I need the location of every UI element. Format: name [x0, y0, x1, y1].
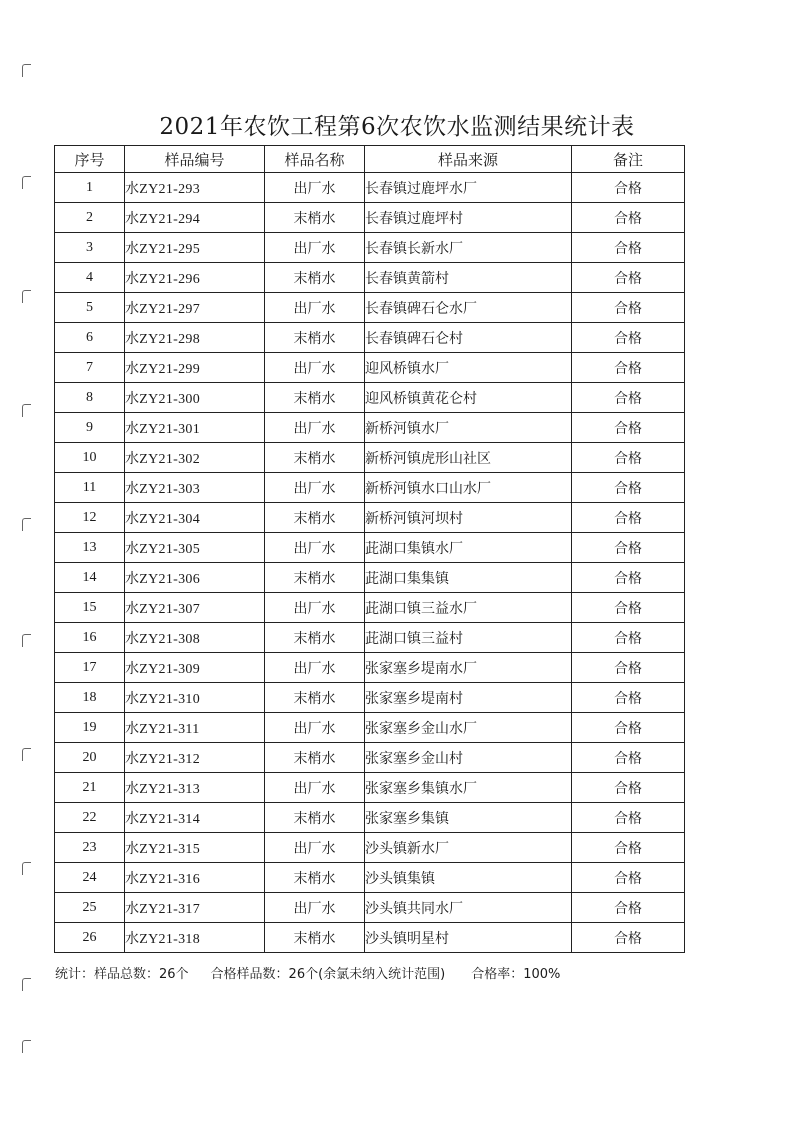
table-row: [55, 263, 685, 293]
punch-hole-mark: [22, 748, 31, 761]
sample-code: 水ZY21-312: [125, 743, 265, 773]
table-header-row: [55, 146, 685, 173]
remark: 合格: [572, 263, 685, 293]
remark: 合格: [572, 923, 685, 953]
sample-code: 水ZY21-306: [125, 563, 265, 593]
sample-code: 水ZY21-296: [125, 263, 265, 293]
row-index: 10: [55, 443, 125, 473]
row-index: 17: [55, 653, 125, 683]
row-index: 9: [55, 413, 125, 443]
summary-rate: 合格率：100%: [471, 967, 561, 982]
remark: 合格: [572, 203, 685, 233]
table-row: [55, 593, 685, 623]
sample-code: 水ZY21-298: [125, 323, 265, 353]
sample-name: 出厂水: [265, 593, 365, 623]
sample-code: 水ZY21-314: [125, 803, 265, 833]
sample-source: 张家塞乡集镇: [365, 803, 572, 833]
row-index: 4: [55, 263, 125, 293]
sample-code: 水ZY21-293: [125, 173, 265, 203]
results-table: [54, 145, 685, 953]
table-row: [55, 413, 685, 443]
table-row: [55, 803, 685, 833]
header-index: 序号: [55, 146, 125, 173]
sample-source: 张家塞乡堤南村: [365, 683, 572, 713]
row-index: 16: [55, 623, 125, 653]
sample-name: 出厂水: [265, 653, 365, 683]
sample-code: 水ZY21-311: [125, 713, 265, 743]
punch-hole-mark: [22, 862, 31, 875]
header-sample-name: 样品名称: [265, 146, 365, 173]
row-index: 3: [55, 233, 125, 263]
sample-code: 水ZY21-304: [125, 503, 265, 533]
punch-hole-mark: [22, 978, 31, 991]
sample-name: 末梢水: [265, 383, 365, 413]
row-index: 26: [55, 923, 125, 953]
remark: 合格: [572, 173, 685, 203]
table-row: [55, 833, 685, 863]
sample-source: 迎风桥镇黄花仑村: [365, 383, 572, 413]
sample-code: 水ZY21-315: [125, 833, 265, 863]
remark: 合格: [572, 533, 685, 563]
remark: 合格: [572, 743, 685, 773]
sample-code: 水ZY21-309: [125, 653, 265, 683]
sample-name: 出厂水: [265, 893, 365, 923]
punch-hole-mark: [22, 176, 31, 189]
sample-code: 水ZY21-299: [125, 353, 265, 383]
sample-name: 出厂水: [265, 173, 365, 203]
row-index: 13: [55, 533, 125, 563]
table-row: [55, 863, 685, 893]
sample-code: 水ZY21-307: [125, 593, 265, 623]
punch-hole-mark: [22, 1040, 31, 1053]
sample-source: 新桥河镇水口山水厂: [365, 473, 572, 503]
sample-code: 水ZY21-302: [125, 443, 265, 473]
remark: 合格: [572, 863, 685, 893]
table-row: [55, 773, 685, 803]
document-title: 2021年农饮工程第6次农饮水监测结果统计表: [159, 114, 635, 140]
remark: 合格: [572, 233, 685, 263]
remark: 合格: [572, 713, 685, 743]
row-index: 18: [55, 683, 125, 713]
remark: 合格: [572, 473, 685, 503]
sample-source: 新桥河镇虎形山社区: [365, 443, 572, 473]
sample-code: 水ZY21-310: [125, 683, 265, 713]
row-index: 19: [55, 713, 125, 743]
sample-source: 张家塞乡集镇水厂: [365, 773, 572, 803]
row-index: 7: [55, 353, 125, 383]
sample-code: 水ZY21-308: [125, 623, 265, 653]
table-row: [55, 233, 685, 263]
row-index: 2: [55, 203, 125, 233]
sample-code: 水ZY21-305: [125, 533, 265, 563]
table-row: [55, 713, 685, 743]
row-index: 6: [55, 323, 125, 353]
row-index: 8: [55, 383, 125, 413]
row-index: 24: [55, 863, 125, 893]
sample-code: 水ZY21-300: [125, 383, 265, 413]
sample-name: 末梢水: [265, 203, 365, 233]
table-row: [55, 383, 685, 413]
sample-name: 出厂水: [265, 353, 365, 383]
table-row: [55, 293, 685, 323]
table-row: [55, 173, 685, 203]
row-index: 5: [55, 293, 125, 323]
remark: 合格: [572, 293, 685, 323]
table-row: [55, 683, 685, 713]
punch-hole-mark: [22, 518, 31, 531]
table-row: [55, 203, 685, 233]
row-index: 12: [55, 503, 125, 533]
sample-code: 水ZY21-295: [125, 233, 265, 263]
header-remarks: 备注: [572, 146, 685, 173]
table-row: [55, 923, 685, 953]
table-row: [55, 503, 685, 533]
row-index: 23: [55, 833, 125, 863]
table-row: [55, 443, 685, 473]
row-index: 20: [55, 743, 125, 773]
header-sample-source: 样品来源: [365, 146, 572, 173]
sample-name: 末梢水: [265, 863, 365, 893]
summary-qualified: 合格样品数：26个(余氯未纳入统计范围): [210, 967, 446, 982]
table-row: [55, 563, 685, 593]
sample-name: 出厂水: [265, 833, 365, 863]
sample-source: 长春镇碑石仑水厂: [365, 293, 572, 323]
sample-name: 出厂水: [265, 233, 365, 263]
remark: 合格: [572, 413, 685, 443]
sample-code: 水ZY21-313: [125, 773, 265, 803]
sample-name: 出厂水: [265, 473, 365, 503]
sample-code: 水ZY21-317: [125, 893, 265, 923]
sample-name: 出厂水: [265, 533, 365, 563]
remark: 合格: [572, 893, 685, 923]
sample-source: 新桥河镇河坝村: [365, 503, 572, 533]
remark: 合格: [572, 383, 685, 413]
statistics-summary: [55, 963, 560, 982]
sample-source: 沙头镇集镇: [365, 863, 572, 893]
sample-source: 长春镇过鹿坪村: [365, 203, 572, 233]
remark: 合格: [572, 683, 685, 713]
sample-code: 水ZY21-294: [125, 203, 265, 233]
table-row: [55, 743, 685, 773]
table-row: [55, 323, 685, 353]
sample-source: 长春镇长新水厂: [365, 233, 572, 263]
row-index: 22: [55, 803, 125, 833]
remark: 合格: [572, 443, 685, 473]
sample-source: 张家塞乡金山水厂: [365, 713, 572, 743]
punch-hole-mark: [22, 404, 31, 417]
sample-name: 出厂水: [265, 293, 365, 323]
row-index: 1: [55, 173, 125, 203]
sample-source: 张家塞乡金山村: [365, 743, 572, 773]
sample-code: 水ZY21-297: [125, 293, 265, 323]
row-index: 21: [55, 773, 125, 803]
sample-name: 出厂水: [265, 713, 365, 743]
sample-source: 迎风桥镇水厂: [365, 353, 572, 383]
sample-name: 末梢水: [265, 743, 365, 773]
row-index: 11: [55, 473, 125, 503]
table-row: [55, 893, 685, 923]
table-row: [55, 623, 685, 653]
row-index: 14: [55, 563, 125, 593]
remark: 合格: [572, 773, 685, 803]
sample-name: 末梢水: [265, 503, 365, 533]
remark: 合格: [572, 593, 685, 623]
sample-name: 末梢水: [265, 683, 365, 713]
remark: 合格: [572, 833, 685, 863]
sample-source: 茈湖口集集镇: [365, 563, 572, 593]
remark: 合格: [572, 503, 685, 533]
remark: 合格: [572, 653, 685, 683]
sample-source: 茈湖口集镇水厂: [365, 533, 572, 563]
remark: 合格: [572, 353, 685, 383]
sample-source: 茈湖口镇三益水厂: [365, 593, 572, 623]
remark: 合格: [572, 563, 685, 593]
sample-name: 末梢水: [265, 803, 365, 833]
remark: 合格: [572, 623, 685, 653]
header-sample-code: 样品编号: [125, 146, 265, 173]
punch-hole-mark: [22, 64, 31, 77]
table-row: [55, 653, 685, 683]
sample-name: 末梢水: [265, 563, 365, 593]
sample-name: 末梢水: [265, 443, 365, 473]
sample-name: 出厂水: [265, 413, 365, 443]
remark: 合格: [572, 323, 685, 353]
sample-source: 长春镇黄箭村: [365, 263, 572, 293]
summary-total: 统计：样品总数：26个: [55, 967, 189, 982]
sample-name: 末梢水: [265, 923, 365, 953]
sample-name: 末梢水: [265, 623, 365, 653]
sample-source: 茈湖口镇三益村: [365, 623, 572, 653]
sample-code: 水ZY21-318: [125, 923, 265, 953]
sample-code: 水ZY21-316: [125, 863, 265, 893]
sample-code: 水ZY21-303: [125, 473, 265, 503]
sample-source: 沙头镇共同水厂: [365, 893, 572, 923]
remark: 合格: [572, 803, 685, 833]
punch-hole-mark: [22, 634, 31, 647]
sample-name: 末梢水: [265, 323, 365, 353]
sample-source: 新桥河镇水厂: [365, 413, 572, 443]
sample-source: 沙头镇明星村: [365, 923, 572, 953]
sample-name: 出厂水: [265, 773, 365, 803]
table-row: [55, 533, 685, 563]
sample-source: 张家塞乡堤南水厂: [365, 653, 572, 683]
sample-source: 沙头镇新水厂: [365, 833, 572, 863]
sample-source: 长春镇过鹿坪水厂: [365, 173, 572, 203]
sample-name: 末梢水: [265, 263, 365, 293]
row-index: 25: [55, 893, 125, 923]
table-row: [55, 473, 685, 503]
punch-hole-mark: [22, 290, 31, 303]
row-index: 15: [55, 593, 125, 623]
sample-code: 水ZY21-301: [125, 413, 265, 443]
sample-source: 长春镇碑石仑村: [365, 323, 572, 353]
table-row: [55, 353, 685, 383]
